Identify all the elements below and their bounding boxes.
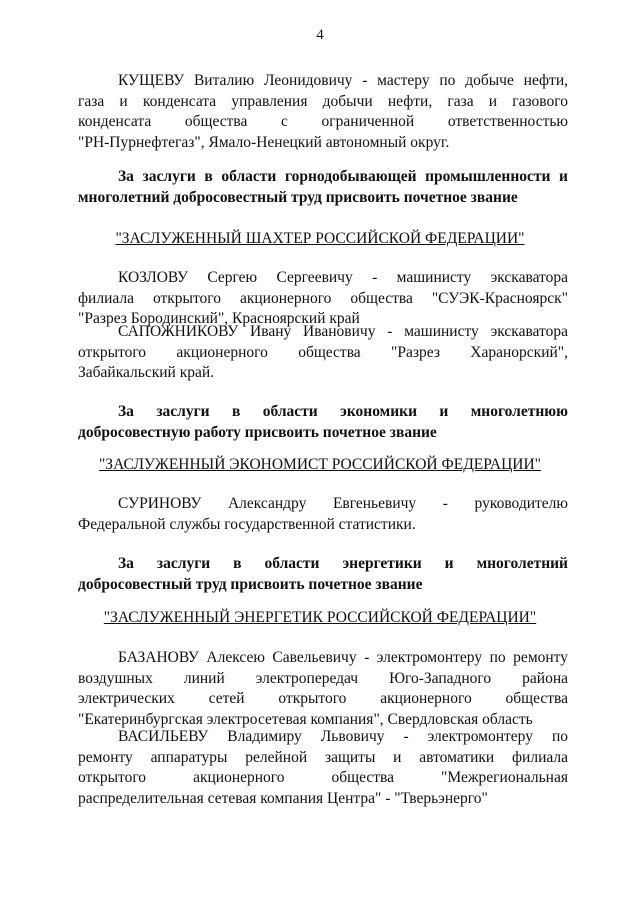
text-line: КУЩЕВУ Виталию Леонидовичу - мастеру по добыче нефти, (118, 72, 568, 89)
text-line: "РН-Пурнефтегаз", Ямало-Ненецкий автономный округ. (78, 133, 450, 151)
text-line: газа и конденсата управления добычи нефти, газа и газового (78, 92, 568, 110)
text-line: БАЗАНОВУ Алексею Савельевичу - электромонтеру по ремонту (118, 649, 568, 666)
award-heading-economics (78, 402, 568, 443)
text-line: электрических сетей открытого акционерного общества (78, 690, 568, 707)
award-paragraph-surinov (78, 494, 568, 535)
award-paragraph-kozlov (78, 268, 568, 330)
text-line: ремонту аппаратуры релейной защиты и автоматики филиала (78, 748, 568, 766)
text-line: многолетний добросовестный труд присвоить почетное звание (78, 188, 518, 206)
award-paragraph-kushchev (78, 71, 568, 153)
text-line: САПОЖНИКОВУ Ивану Ивановичу - машинисту экскаватора (118, 323, 568, 340)
text-line: воздушных линий электропередач Юго-Западного района (78, 669, 568, 687)
text-line: открытого акционерного общества "Разрез Харанорский", (78, 343, 568, 361)
page-number: 4 (316, 27, 324, 43)
award-paragraph-vasiliev (78, 727, 568, 809)
award-paragraph-sapozhnikov (78, 322, 568, 384)
text-line: Забайкальский край. (78, 364, 215, 381)
text-line: КОЗЛОВУ Сергею Сергеевичу - машинисту экскаватора (118, 269, 568, 286)
award-title-economist: "ЗАСЛУЖЕННЫЙ ЭКОНОМИСТ РОССИЙСКОЙ ФЕДЕРАЦИИ" (98, 456, 541, 473)
text-line: ВАСИЛЬЕВУ Владимиру Львовичу - электромонтеру по (118, 728, 568, 745)
text-line: открытого акционерного общества "Межрегиональная (78, 769, 568, 786)
text-line: добросовестную работу присвоить почетное звание (78, 423, 437, 441)
award-heading-mining (78, 167, 568, 208)
text-line: филиала открытого акционерного общества "СУЭК-Красноярск" (78, 289, 568, 307)
award-title-energy: "ЗАСЛУЖЕННЫЙ ЭНЕРГЕТИК РОССИЙСКОЙ ФЕДЕРАЦИИ" (103, 609, 537, 626)
text-line: Федеральной службы государственной статистики. (78, 515, 416, 533)
award-paragraph-bazanov (78, 648, 568, 730)
text-line: За заслуги в области энергетики и многолетний (118, 555, 568, 572)
award-heading-energy (78, 554, 568, 595)
text-line: За заслуги в области экономики и многолетнюю (118, 403, 568, 420)
text-line: За заслуги в области горнодобывающей промышленности и (118, 168, 568, 185)
award-title-miner: "ЗАСЛУЖЕННЫЙ ШАХТЕР РОССИЙСКОЙ ФЕДЕРАЦИИ" (115, 230, 525, 247)
text-line: добросовестный труд присвоить почетное звание (78, 575, 423, 593)
text-line: "Екатеринбургская электросетевая компания", Свердловская область (78, 710, 533, 728)
text-line: СУРИНОВУ Александру Евгеньевичу - руководителю (118, 495, 568, 512)
text-line: распределительная сетевая компания Центра" - "Тверьэнерго" (78, 789, 488, 807)
text-line: "Разрез Бородинский", Красноярский край (78, 310, 360, 327)
text-line: конденсата общества с ограниченной ответственностью (78, 113, 568, 130)
